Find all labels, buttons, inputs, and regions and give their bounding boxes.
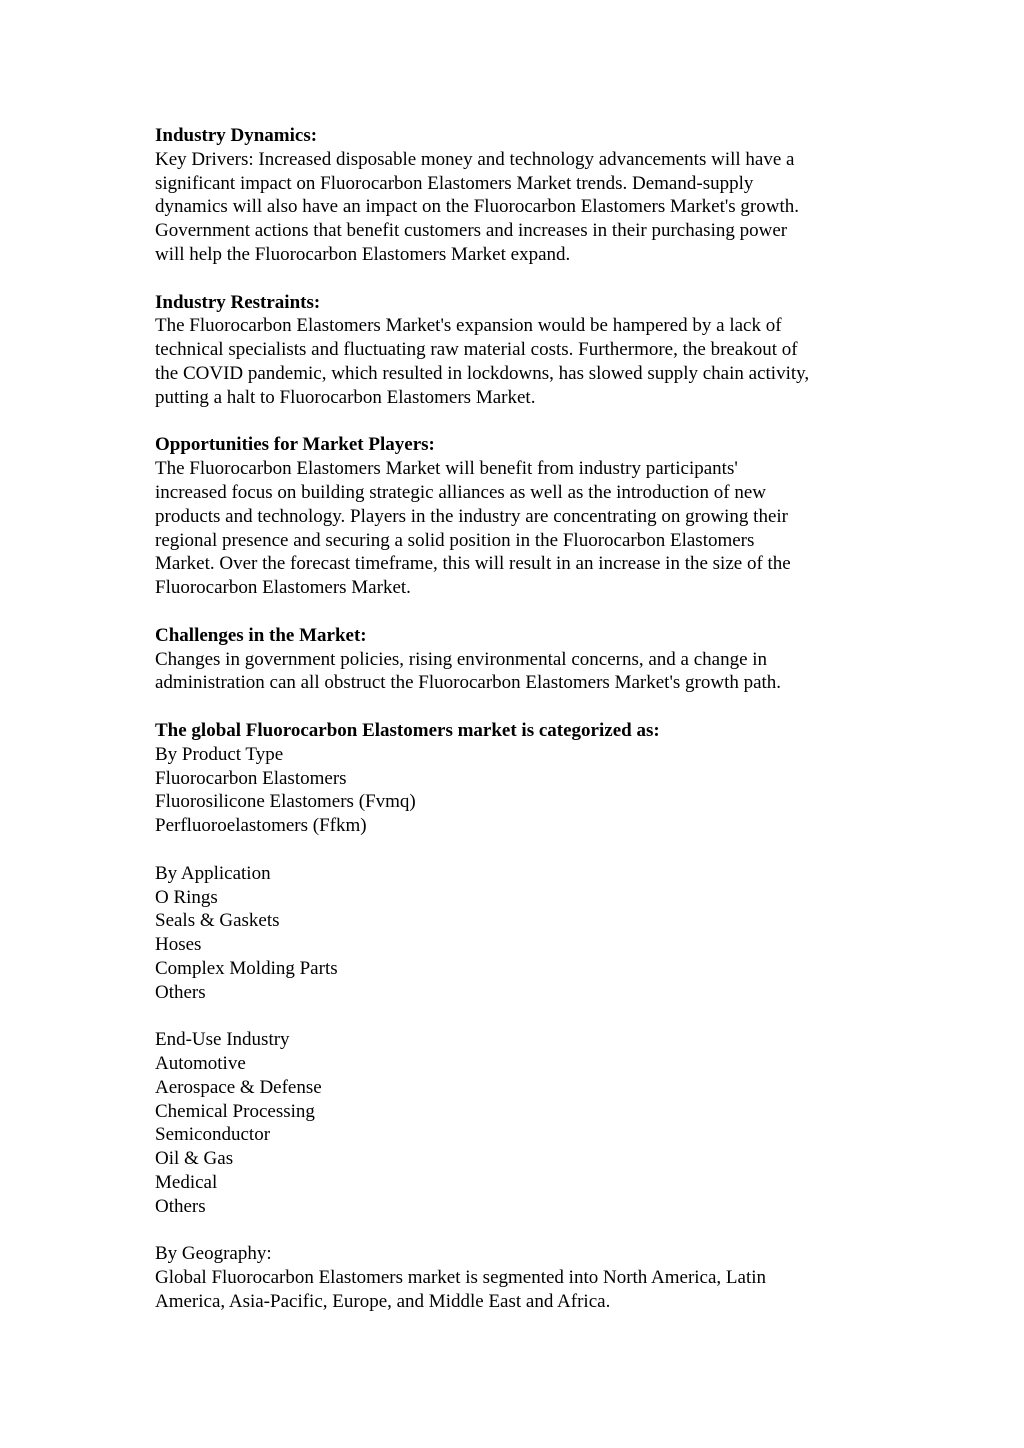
industry-restraints-line: technical specialists and fluctuating raw material costs. Furthermore, the breakout of bbox=[155, 339, 798, 361]
industry-dynamics-line: dynamics will also have an impact on the Fluorocarbon Elastomers Market's growth. bbox=[155, 196, 799, 218]
industry-dynamics-line: significant impact on Fluorocarbon Elastomers Market trends. Demand-supply bbox=[155, 172, 754, 194]
list-item: Fluorosilicone Elastomers (Fvmq) bbox=[155, 791, 416, 813]
by-application-title: By Application bbox=[155, 862, 271, 884]
industry-restraints-line: the COVID pandemic, which resulted in lockdowns, has slowed supply chain activity, bbox=[155, 362, 810, 384]
industry-restraints-section bbox=[155, 291, 895, 410]
end-use-industry-section bbox=[155, 1028, 895, 1218]
opportunities-line: Fluorocarbon Elastomers Market. bbox=[155, 577, 411, 599]
section-spacer bbox=[155, 1219, 895, 1243]
by-product-type-title: By Product Type bbox=[155, 743, 284, 765]
by-geography-line: America, Asia-Pacific, Europe, and Middle East and Africa. bbox=[155, 1291, 611, 1313]
challenges-line: Changes in government policies, rising environmental concerns, and a change in bbox=[155, 648, 768, 670]
section-spacer bbox=[155, 600, 895, 624]
end-use-industry-title: End-Use Industry bbox=[155, 1029, 290, 1051]
by-geography-section bbox=[155, 1242, 895, 1313]
industry-restraints-line: The Fluorocarbon Elastomers Market's expansion would be hampered by a lack of bbox=[155, 315, 782, 337]
list-item: Complex Molding Parts bbox=[155, 957, 338, 979]
list-item: Semiconductor bbox=[155, 1124, 271, 1146]
industry-dynamics-section bbox=[155, 124, 895, 267]
categorization-heading: The global Fluorocarbon Elastomers market is categorized as: bbox=[155, 719, 660, 741]
industry-dynamics-line: Government actions that benefit customers and increases in their purchasing power bbox=[155, 220, 788, 242]
industry-restraints-line: putting a halt to Fluorocarbon Elastomers Market. bbox=[155, 386, 536, 408]
industry-dynamics-line: will help the Fluorocarbon Elastomers Market expand. bbox=[155, 243, 571, 265]
opportunities-line: The Fluorocarbon Elastomers Market will benefit from industry participants' bbox=[155, 458, 738, 480]
challenges-section bbox=[155, 624, 895, 695]
section-spacer bbox=[155, 695, 895, 719]
section-spacer bbox=[155, 267, 895, 291]
section-spacer bbox=[155, 1004, 895, 1028]
opportunities-section bbox=[155, 433, 895, 600]
challenges-heading: Challenges in the Market: bbox=[155, 624, 367, 646]
section-spacer bbox=[155, 838, 895, 862]
opportunities-line: products and technology. Players in the industry are concentrating on growing their bbox=[155, 505, 788, 527]
opportunities-line: increased focus on building strategic alliances as well as the introduction of new bbox=[155, 481, 766, 503]
list-item: Perfluoroelastomers (Ffkm) bbox=[155, 815, 367, 837]
by-geography-title: By Geography: bbox=[155, 1243, 272, 1265]
industry-dynamics-heading: Industry Dynamics: bbox=[155, 125, 318, 146]
categorization-section bbox=[155, 719, 895, 838]
opportunities-heading: Opportunities for Market Players: bbox=[155, 434, 435, 456]
opportunities-line: Market. Over the forecast timeframe, this will result in an increase in the size of the bbox=[155, 553, 791, 575]
list-item: Hoses bbox=[155, 934, 202, 956]
list-item: Others bbox=[155, 981, 206, 1003]
list-item: Oil & Gas bbox=[155, 1148, 234, 1170]
section-spacer bbox=[155, 410, 895, 434]
list-item: Chemical Processing bbox=[155, 1100, 315, 1122]
challenges-line: administration can all obstruct the Fluorocarbon Elastomers Market's growth path. bbox=[155, 672, 782, 694]
by-application-section bbox=[155, 862, 895, 1005]
list-item: Automotive bbox=[155, 1053, 246, 1075]
list-item: Others bbox=[155, 1195, 206, 1217]
list-item: Medical bbox=[155, 1172, 218, 1194]
list-item: Aerospace & Defense bbox=[155, 1076, 322, 1098]
list-item: O Rings bbox=[155, 886, 218, 908]
list-item: Fluorocarbon Elastomers bbox=[155, 767, 347, 789]
industry-restraints-heading: Industry Restraints: bbox=[155, 291, 321, 313]
by-geography-line: Global Fluorocarbon Elastomers market is segmented into North America, Latin bbox=[155, 1267, 767, 1289]
opportunities-line: regional presence and securing a solid position in the Fluorocarbon Elastomers bbox=[155, 529, 755, 551]
industry-dynamics-line: Key Drivers: Increased disposable money and technology advancements will have a bbox=[155, 148, 795, 170]
document-page bbox=[155, 124, 895, 1314]
list-item: Seals & Gaskets bbox=[155, 910, 280, 932]
